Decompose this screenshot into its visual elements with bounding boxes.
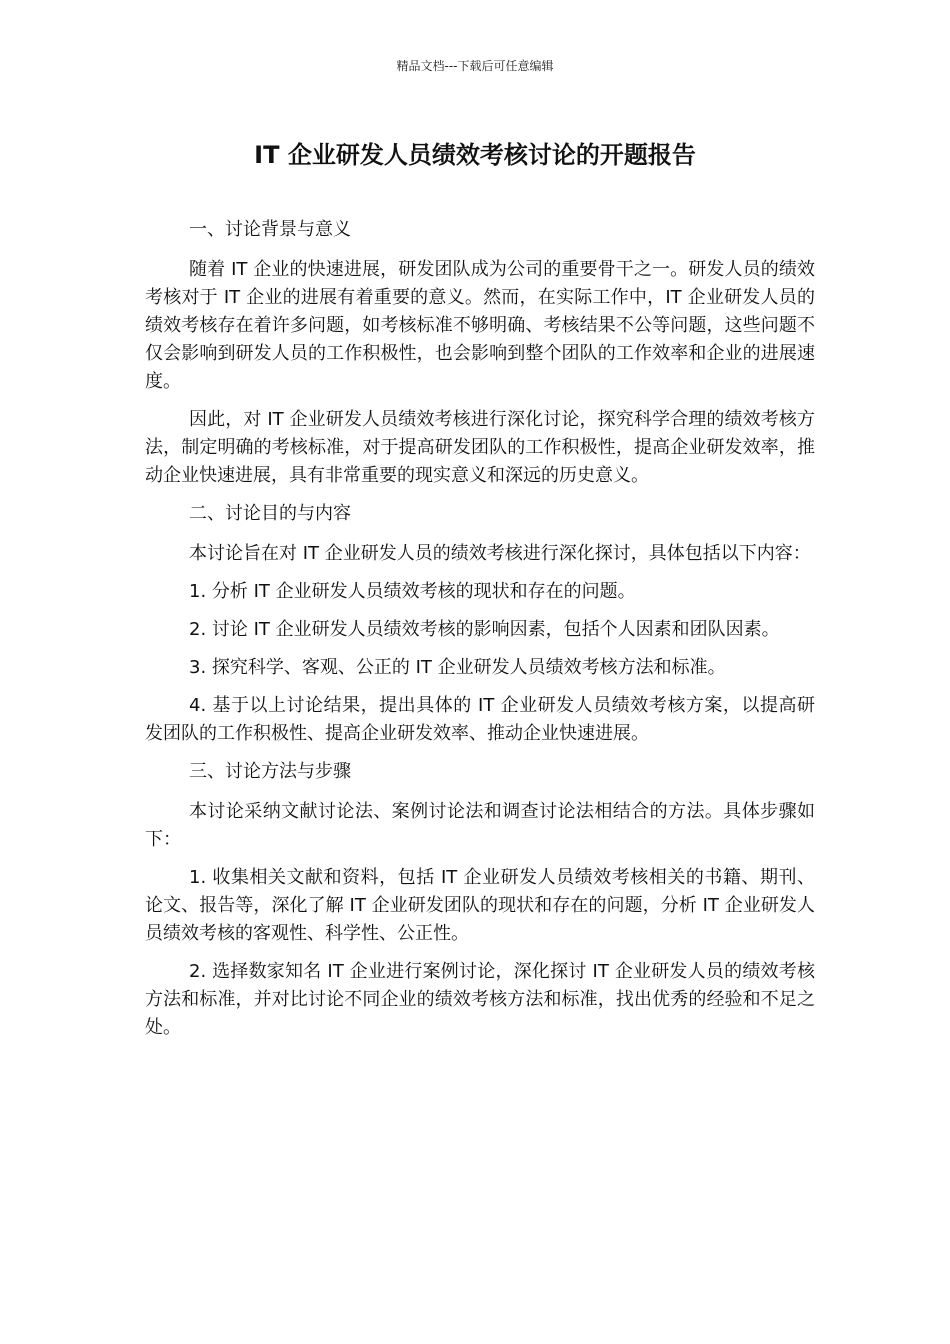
list-item-purpose-3: 3. 探究科学、客观、公正的 IT 企业研发人员绩效考核方法和标准。 [189,657,726,678]
list-item-method-1: 1. 收集相关文献和资料，包括 IT 企业研发人员绩效考核相关的书籍、期刊、论文、报告等，深化了解 IT 企业研发团队的现状和存在的问题，分析 IT 企业研发人员绩效考核的客观性、科学性、公正性。 [145,867,815,944]
list-item-method-2: 2. 选择数家知名 IT 企业进行案例讨论，深化探讨 IT 企业研发人员的绩效考核方法和标准，并对比讨论不同企业的绩效考核方法和标准，找出优秀的经验和不足之处。 [145,961,815,1038]
section-heading-purpose: 二、讨论目的与内容 [189,503,351,524]
list-item-purpose-4: 4. 基于以上讨论结果，提出具体的 IT 企业研发人员绩效考核方案，以提高研发团队的工作积极性、提高企业研发效率、推动企业快速进展。 [145,695,815,744]
page-header: 精品文档---下载后可任意编辑 [396,59,554,73]
list-item-purpose-2: 2. 讨论 IT 企业研发人员绩效考核的影响因素，包括个人因素和团队因素。 [189,619,780,640]
paragraph-background-1: 随着 IT 企业的快速进展，研发团队成为公司的重要骨干之一。研发人员的绩效考核对于 IT 企业的进展有着重要的意义。然而，在实际工作中，IT 企业研发人员的绩效考核存在着许多问题，如考核标准不够明确、考核结果不公等问题，这些问题不仅会影响到研发人员的工作积极性，也会影响到整个团队的工作效率和企业的进展速度。 [145,259,815,392]
list-item-purpose-1: 1. 分析 IT 企业研发人员绩效考核的现状和存在的问题。 [189,581,636,602]
paragraph-purpose-intro: 本讨论旨在对 IT 企业研发人员的绩效考核进行深化探讨，具体包括以下内容： [189,543,811,564]
section-heading-method: 三、讨论方法与步骤 [189,761,351,782]
document-body [145,216,815,1052]
document-title: IT 企业研发人员绩效考核讨论的开题报告 [254,141,696,169]
paragraph-method-intro: 本讨论采纳文献讨论法、案例讨论法和调查讨论法相结合的方法。具体步骤如下： [145,801,815,850]
section-heading-background: 一、讨论背景与意义 [189,219,351,240]
paragraph-background-2: 因此，对 IT 企业研发人员绩效考核进行深化讨论，探究科学合理的绩效考核方法，制定明确的考核标准，对于提高研发团队的工作积极性，提高企业研发效率，推动企业快速进展，具有非常重要的现实意义和深远的历史意义。 [145,409,815,486]
